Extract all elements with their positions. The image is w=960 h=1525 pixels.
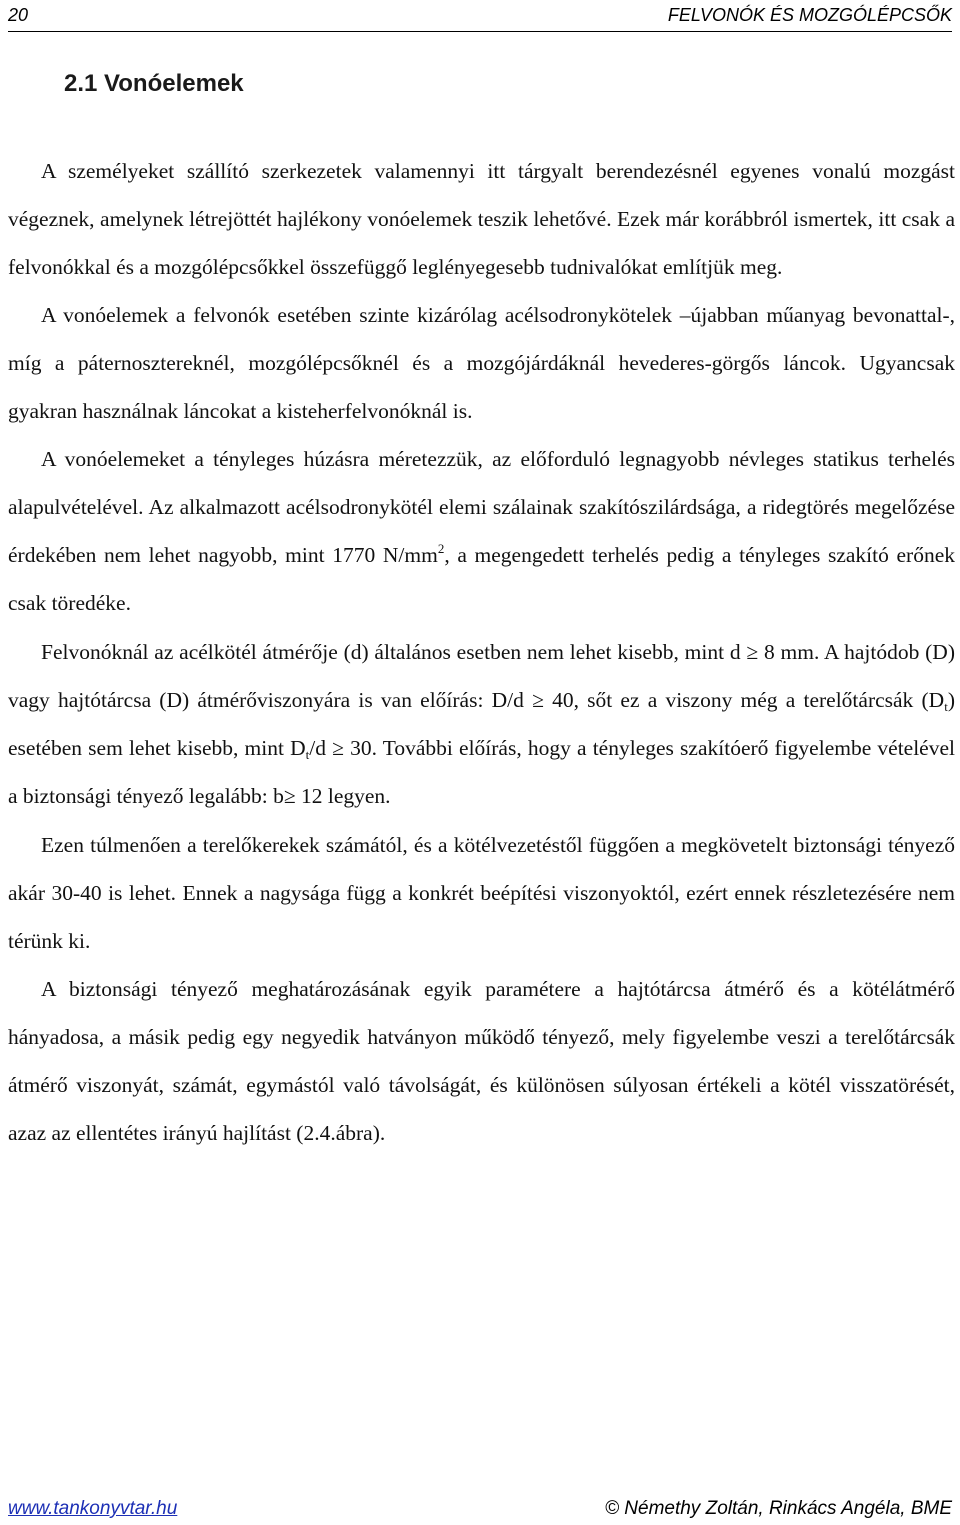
paragraph-4-text-c: /d ≥ 30. További előírás, hogy a tényleges szakítóerő figyelembe vételével a biztonsági tényező legalább: b≥ 12 legyen. xyxy=(8,735,955,808)
paragraph-6: A biztonsági tényező meghatározásának egyik paramétere a hajtótárcsa átmérő és a kötélátmérő hányadosa, a másik pedig egy negyedik hatványon működő tényező, mely figyelembe veszi a terelőtárcsák átmérő viszonyát, számát, egymástól való távolságát, és különösen súlyosan értékeli a kötél visszatörését, azaz az ellentétes irányú hajlítást (2.4.ábra). xyxy=(8,977,955,1146)
page-header xyxy=(8,3,952,32)
subscript-t-1: t xyxy=(944,698,948,714)
subscript-t-2: t xyxy=(305,746,310,762)
paragraph-3-text-b: , a megengedett terhelés pedig a tényleges szakító erőnek csak töredéke. xyxy=(8,543,955,616)
paragraph-4-text-b: ) esetében sem lehet kisebb, mint D xyxy=(8,687,955,760)
superscript-exponent: 2 xyxy=(437,541,445,557)
paragraph-4-text-a: Felvonóknál az acélkötél átmérője (d) általános esetben nem lehet kisebb, mint d ≥ 8 mm. A hajtódob (D) vagy hajtótárcsa (D) átmérőviszonyára is van előírás: D/d ≥ 40, sőt ez a viszony még a terelőtárcsák (D xyxy=(8,640,955,712)
copyright-notice: © Némethy Zoltán, Rinkács Angéla, BME xyxy=(605,1498,952,1519)
running-title: FELVONÓK ÉS MOZGÓLÉPCSŐK xyxy=(667,5,952,25)
website-link[interactable]: www.tankonyvtar.hu xyxy=(8,1498,178,1519)
body-text xyxy=(8,148,955,1158)
paragraph-3 xyxy=(8,436,955,628)
paragraph-5: Ezen túlmenően a terelőkerekek számától, és a kötélvezetéstől függően a megkövetelt biztonsági tényező akár 30-40 is lehet. Ennek a nagysága függ a konkrét beépítési viszonyoktól, ezért ennek részletezésére nem térünk ki. xyxy=(8,832,955,953)
paragraph-4 xyxy=(8,629,955,821)
section-heading: 2.1 Vonóelemek xyxy=(64,70,244,97)
paragraph-3-text-a: A vonóelemeket a tényleges húzásra méretezzük, az előforduló legnagyobb névleges statikus terhelés alapulvételével. Az alkalmazott acélsodronykötél elemi szálainak szakítószilárdsága, a ridegtörés megelőzése érdekében nem lehet nagyobb, mint 1770 N/mm xyxy=(8,447,955,568)
paragraph-2: A vonóelemek a felvonók esetében szinte kizárólag acélsodronykötelek –újabban műanyag bevonattal-, míg a páternosztereknél, mozgólépcsőknél és a mozgójárdáknál hevederes-görgős láncok. Ugyancsak gyakran használnak láncokat a kisteherfelvonóknál is. xyxy=(8,302,955,423)
page-number: 20 xyxy=(8,5,29,25)
paragraph-1: A személyeket szállító szerkezetek valamennyi itt tárgyalt berendezésnél egyenes vonalú mozgást végeznek, amelynek létrejöttét hajlékony vonóelemek teszik lehetővé. Ezek már korábbról ismertek, itt csak a felvonókkal és a mozgólépcsőkkel összefüggő leglényegesebb tudnivalókat említjük meg. xyxy=(8,159,955,279)
